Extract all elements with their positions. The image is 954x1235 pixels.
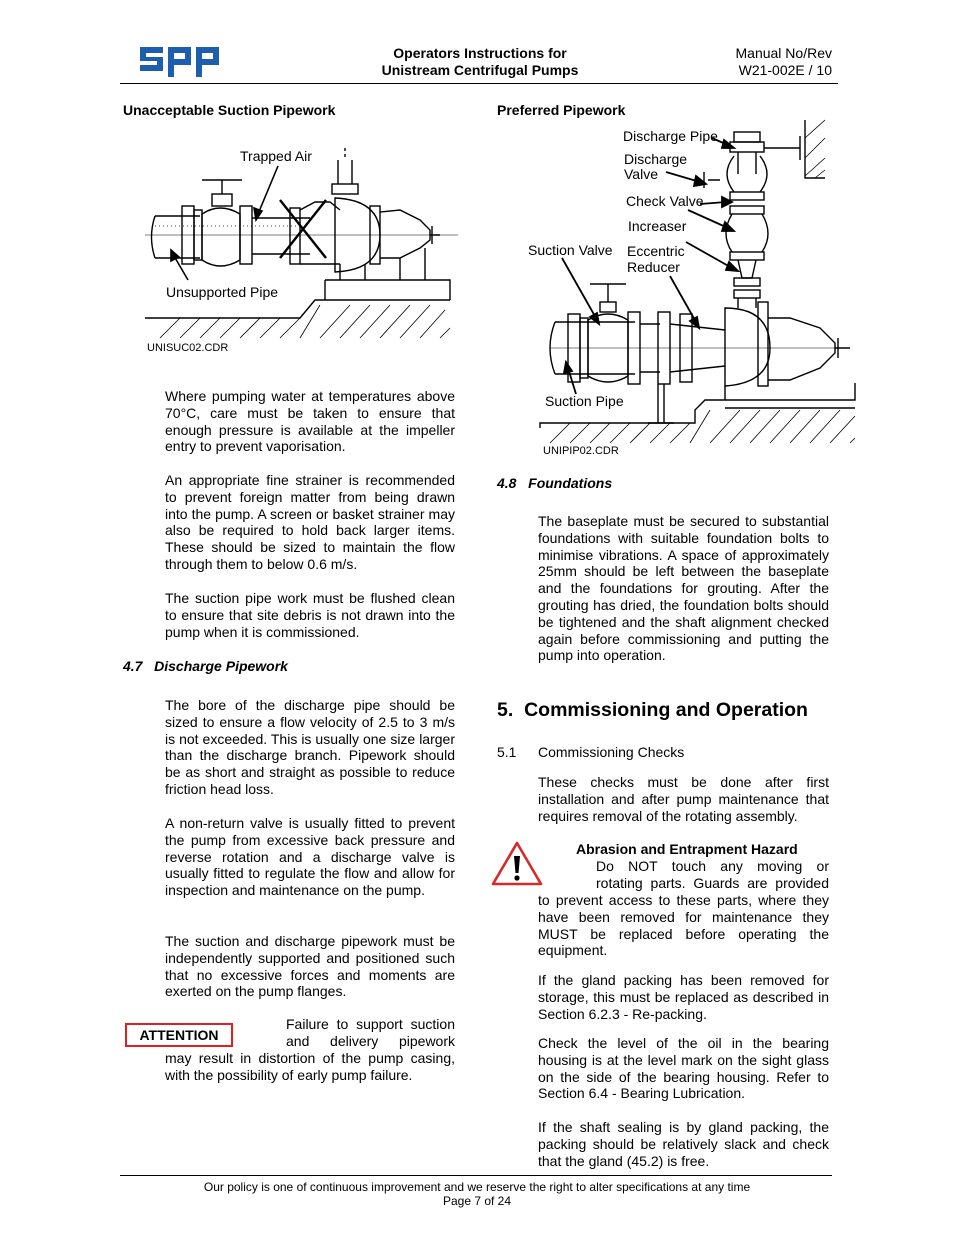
para-discharge-bore: The bore of the discharge pipe should be sized to ensure a flow velocity of 2.5 to 3 m/s is not exceeded. This is usually one size larger than the discharge branch. Pipework should be as short and straight as possible to reduce friction head loss. [165, 697, 455, 797]
trapped-air-label: Trapped Air [240, 148, 312, 164]
section-title: Commissioning Checks [538, 744, 685, 760]
left-figure-title: Unacceptable Suction Pipework [123, 102, 336, 118]
section-5-heading: 5. Commissioning and Operation [497, 699, 808, 721]
section-5-1-heading [497, 744, 685, 760]
section-number: 5.1 [497, 744, 517, 760]
para-gland: If the gland packing has been removed for storage, this must be replaced as described in Section 6.2.3 - Re-packing. [538, 972, 829, 1022]
warning-triangle-icon [490, 840, 544, 888]
suction-valve-label: Suction Valve [528, 242, 613, 258]
manual-label: Manual No/Rev [735, 45, 832, 61]
para-checks: These checks must be done after first installation and after pump maintenance that requires removal of the rotating assembly. [538, 774, 829, 824]
para-support: The suction and discharge pipework must be independently supported and positioned such that no excessive forces and moments are exerted on the pump flanges. [165, 933, 455, 1000]
section-number: 4.8 [497, 475, 517, 491]
suction-pipe-label: Suction Pipe [545, 393, 624, 409]
footer-policy: Our policy is one of continuous improvement and we reserve the right to alter specifications at any time [203, 1180, 751, 1194]
hazard-text: to prevent access to these parts, where they have been removed for maintenance they MUST be replaced before operating the equipment. [538, 892, 829, 959]
unacceptable-suction-diagram [140, 140, 460, 340]
discharge-pipe-label: Discharge Pipe [623, 128, 718, 144]
title-line-2: Unistream Centrifugal Pumps [381, 62, 579, 78]
footer [120, 1180, 834, 1208]
attention-badge: ATTENTION [125, 1023, 233, 1047]
section-4-7-heading [123, 658, 288, 674]
document-title [330, 45, 630, 79]
check-valve-label: Check Valve [626, 193, 704, 209]
hazard-line-1: Do NOT touch any moving or [596, 858, 829, 874]
attention-line-1: Failure to support suction [286, 1016, 455, 1032]
para-non-return: A non-return valve is usually fitted to prevent the pump from excessive back pressure and reverse rotation and a discharge valve is usually fitted to regulate the flow and allow for inspection and maintenance on the pump. [165, 815, 455, 899]
hazard-line-2: rotating parts. Guards are provided [596, 875, 829, 891]
para-oil: Check the level of the oil in the bearing housing is at the level mark on the sight glass on the side of the bearing housing. Refer to Section 6.4 - Bearing Lubrication. [538, 1035, 829, 1102]
eccentric-reducer-label-2: Reducer [627, 259, 680, 275]
para-temperature: Where pumping water at temperatures above 70°C, care must be taken to ensure that enough pressure is available at the impeller entry to prevent vaporisation. [165, 388, 455, 455]
title-line-1: Operators Instructions for [393, 45, 567, 61]
page-number: Page 7 of 24 [442, 1194, 512, 1208]
preferred-pipework-diagram [520, 118, 860, 448]
attention-line-2: and delivery pipework [286, 1033, 455, 1049]
hazard-title: Abrasion and Entrapment Hazard [576, 841, 798, 857]
header-rule [120, 83, 838, 84]
para-shaft-sealing: If the shaft sealing is by gland packing, the packing should be relatively slack and check that the gland (45.2) is free. [538, 1119, 829, 1169]
right-figure-filename: UNIPIP02.CDR [543, 445, 619, 457]
manual-value: W21-002E / 10 [738, 62, 832, 78]
manual-number [700, 45, 832, 79]
section-title: Foundations [528, 475, 613, 491]
unsupported-pipe-label: Unsupported Pipe [166, 284, 279, 300]
para-foundations: The baseplate must be secured to substantial foundations with suitable foundation bolts to minimise vibrations. A space of approximately 25mm should be left between the baseplate and the foundations for grouting. After the grouting has dried, the foundation bolts should be tightened and the shaft alignment checked again before commissioning and putting the pump into operation. [538, 513, 829, 664]
eccentric-reducer-label-1: Eccentric [627, 243, 685, 259]
left-figure-filename: UNISUC02.CDR [147, 342, 229, 354]
discharge-valve-label-2: Valve [624, 166, 658, 182]
para-strainer: An appropriate fine strainer is recommended to prevent foreign matter from being drawn into the pump. A screen or basket strainer may also be required to hold back larger items. These should be sized to maintain the flow through them to below 0.6 m/s. [165, 472, 455, 572]
discharge-valve-label-1: Discharge [624, 151, 688, 167]
attention-text: may result in distortion of the pump casing, with the possibility of early pump failure. [165, 1050, 455, 1083]
right-figure-title: Preferred Pipework [497, 102, 626, 118]
spp-logo [138, 45, 224, 79]
para-flushing: The suction pipe work must be flushed clean to ensure that site debris is not drawn into the pump when it is commissioned. [165, 590, 455, 640]
section-4-8-heading [497, 475, 612, 491]
section-number: 4.7 [123, 658, 143, 674]
footer-rule [120, 1175, 832, 1176]
section-title: Discharge Pipework [154, 658, 288, 674]
increaser-label: Increaser [628, 218, 687, 234]
